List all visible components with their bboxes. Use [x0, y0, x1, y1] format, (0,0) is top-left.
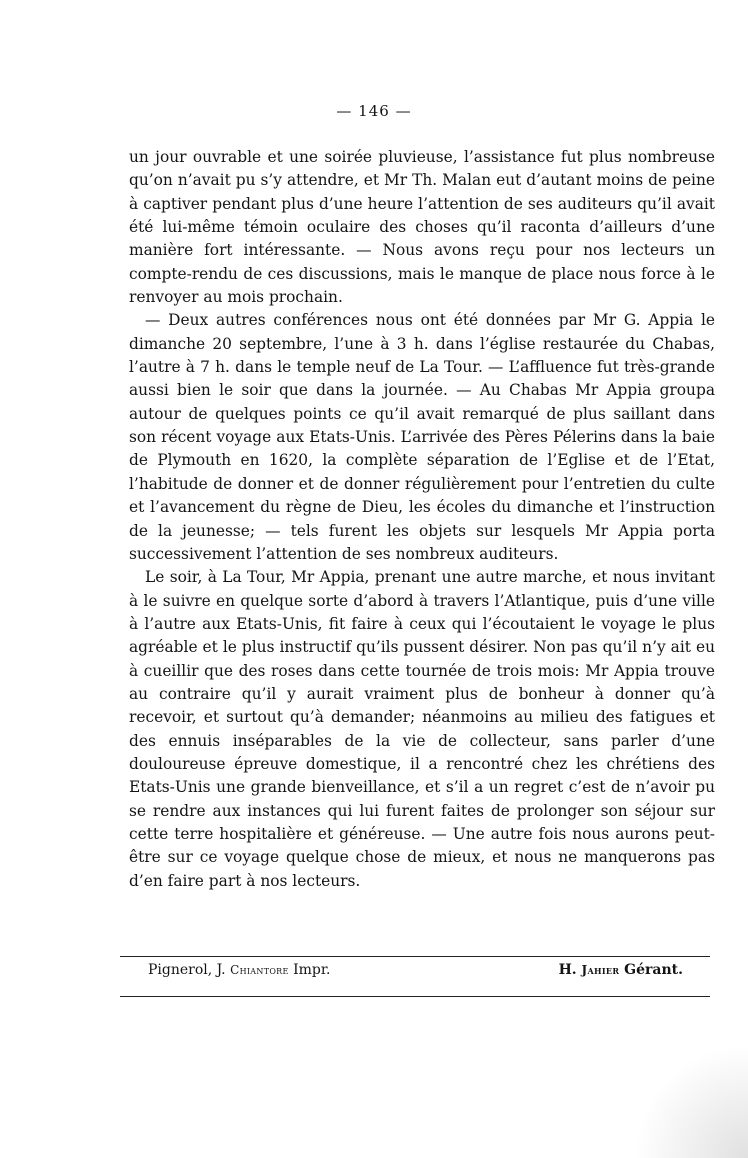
footer-top-rule — [120, 956, 710, 957]
manager-credit: H. Jahier Gérant. — [558, 962, 683, 978]
body-text — [129, 146, 715, 893]
footer-bottom-rule — [120, 996, 710, 997]
paper-stain — [628, 1048, 748, 1158]
paragraph: Le soir, à La Tour, Mr Appia, prenant une autre marche, et nous invitant à le suivre en quelque sorte d’abord à travers l’Atlantique, puis d’une ville à l’autre aux Etats-Unis, fit faire à ceux qui l’écoutaient le voyage le plus agréable et le plus instructif qu’ils pussent désirer. Non pas qu’il n’y ait eu à cueillir que des roses dans cette tournée de trois mois: Mr Appia trouve au contraire qu’il y aurait vraiment plus de bonheur à donner qu’à recevoir, et surtout qu’à demander; néanmoins au milieu des fatigues et des ennuis inséparables de la vie de collecteur, sans parler d’une douloureuse épreuve domestique, il a rencontré chez les chrétiens des Etats-Unis une grande bienveillance, et s’il a un regret c’est de n’avoir pu se rendre aux instances qui lui furent faites de prolonger son séjour sur cette terre hospitalière et généreuse. — Une autre fois nous aurons peut-être sur ce voyage quelque chose de mieux, et nous ne manquerons pas d’en faire part à nos lecteurs. — [129, 568, 715, 890]
printer-name: Chiantore — [230, 963, 289, 977]
manager-name: Jahier — [581, 963, 620, 977]
paragraph: un jour ouvrable et une soirée pluvieuse, l’assistance fut plus nombreuse qu’on n’avait pu s’y attendre, et Mr Th. Malan eut d’autant moins de peine à captiver pendant plus d’une heure l’attention de ses auditeurs qu’il avait été lui-même témoin oculaire des choses qu’il raconta d’ailleurs d’une manière fort intéressante. — Nous avons reçu pour nos lecteurs un compte-rendu de ces discussions, mais le manque de place nous force à le renvoyer au mois prochain. — [129, 148, 715, 307]
page-number: — 146 — — [336, 102, 412, 120]
printer-credit: Pignerol, J. Chiantore Impr. — [148, 962, 331, 978]
paragraph: — Deux autres conférences nous ont été données par Mr G. Appia le dimanche 20 septembre, l’une à 3 h. dans l’église restaurée du Chabas, l’autre à 7 h. dans le temple neuf de La Tour. — L’affluence fut très-grande aussi bien le soir que dans la journée. — Au Chabas Mr Appia groupa autour de quelques points ce qu’il avait remarqué de plus saillant dans son récent voyage aux Etats-Unis. L’arrivée des Pères Pélerins dans la baie de Plymouth en 1620, la complète séparation de l’Eglise et de l’Etat, l’habitude de donner et de donner régulièrement pour l’entretien du culte et l’avancement du règne de Dieu, les écoles du dimanche et l’instruction de la jeunesse; — tels furent les objets sur lesquels Mr Appia porta successivement l’attention de ses nombreux auditeurs. — [129, 311, 715, 563]
